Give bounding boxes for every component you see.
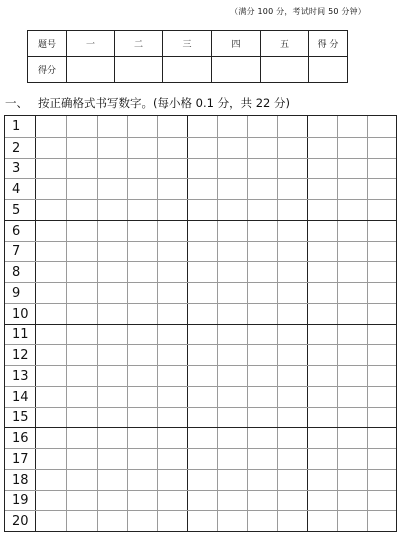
grid-row[interactable] <box>5 469 396 490</box>
row-number-label: 15 <box>12 410 29 426</box>
grid-row[interactable] <box>5 137 396 158</box>
grid-row[interactable] <box>5 178 396 199</box>
row-number-label: 7 <box>12 244 21 260</box>
grid-row[interactable] <box>5 427 396 448</box>
section-heading <box>5 95 290 111</box>
row-number-label: 16 <box>12 431 29 447</box>
score-entry-cell[interactable] <box>163 57 212 83</box>
score-table-cell: 得 分 <box>309 31 348 57</box>
row-number-label: 4 <box>12 182 21 198</box>
row-number-label: 17 <box>12 451 29 467</box>
grid-row[interactable] <box>5 448 396 469</box>
section-instruction: 按正确格式书写数字。(每小格 0.1 分，共 22 分) <box>38 96 291 110</box>
row-number-label: 8 <box>12 265 21 281</box>
grid-row[interactable] <box>5 407 396 428</box>
row-number-label: 12 <box>12 348 29 364</box>
grid-row[interactable] <box>5 324 396 345</box>
score-table-cell: 四 <box>212 31 261 57</box>
score-table-cell: 五 <box>261 31 309 57</box>
score-entry-cell[interactable] <box>115 57 163 83</box>
row-number-label: 6 <box>12 223 21 239</box>
row-number-label: 3 <box>12 161 21 177</box>
score-table <box>27 30 348 83</box>
row-number-label: 1 <box>12 118 21 134</box>
grid-row[interactable] <box>5 303 396 324</box>
score-entry-cell[interactable] <box>309 57 348 83</box>
score-entry-cell[interactable] <box>261 57 309 83</box>
grid-row[interactable] <box>5 199 396 220</box>
grid-row[interactable] <box>5 261 396 282</box>
score-table-cell: 二 <box>115 31 163 57</box>
score-table-header-row <box>28 31 348 57</box>
grid-row[interactable] <box>5 116 396 137</box>
grid-row[interactable] <box>5 241 396 262</box>
grid-row[interactable] <box>5 386 396 407</box>
score-entry-cell[interactable] <box>67 57 115 83</box>
score-table-cell: 一 <box>67 31 115 57</box>
row-number-label: 20 <box>12 514 29 530</box>
row-number-label: 9 <box>12 285 21 301</box>
row-number-label: 5 <box>12 202 21 218</box>
row-number-label: 11 <box>12 327 29 343</box>
score-table-cell: 三 <box>163 31 212 57</box>
grid-row[interactable] <box>5 220 396 241</box>
number-writing-grid <box>4 115 397 532</box>
grid-row[interactable] <box>5 344 396 365</box>
exam-info-note: （满分 100 分，考试时间 50 分钟） <box>230 7 366 16</box>
grid-row[interactable] <box>5 158 396 179</box>
row-number-label: 10 <box>12 306 29 322</box>
section-number: 一、 <box>5 96 28 110</box>
grid-row[interactable] <box>5 490 396 511</box>
row-number-label: 13 <box>12 368 29 384</box>
score-table-score-row <box>28 57 348 83</box>
row-number-label: 18 <box>12 472 29 488</box>
row-number-label: 14 <box>12 389 29 405</box>
score-table-cell: 得分 <box>28 57 67 83</box>
grid-row[interactable] <box>5 282 396 303</box>
score-table-cell: 题号 <box>28 31 67 57</box>
grid-row[interactable] <box>5 510 396 531</box>
grid-row[interactable] <box>5 365 396 386</box>
row-number-label: 19 <box>12 493 29 509</box>
row-number-label: 2 <box>12 140 21 156</box>
score-entry-cell[interactable] <box>212 57 261 83</box>
